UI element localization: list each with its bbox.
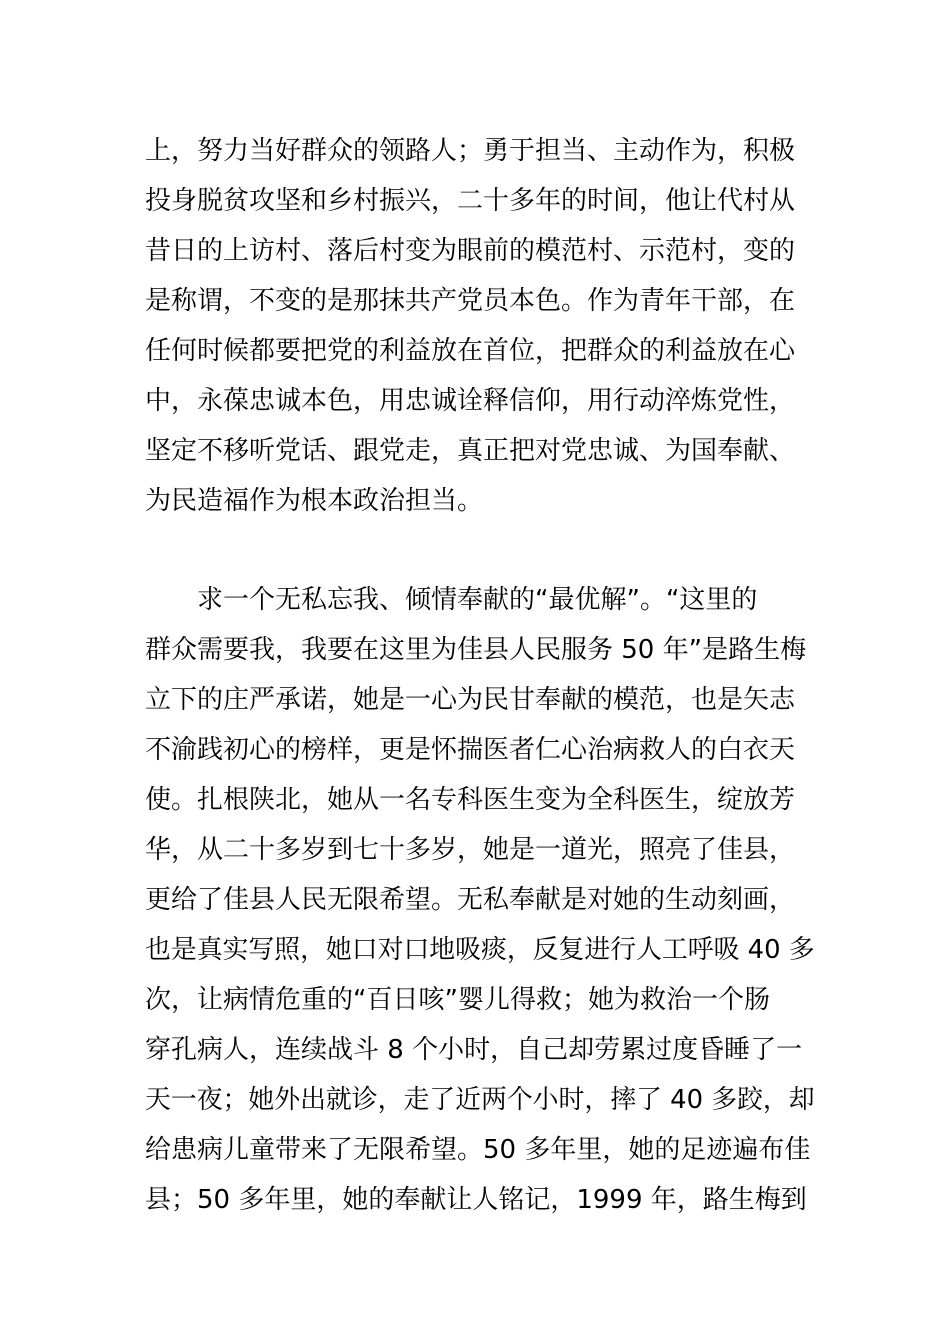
paragraph-2-line-8: 也是真实写照，她口对口地吸痰，反复进行人工呼吸 40 多 [145, 935, 815, 965]
paragraph-1-line-3: 昔日的上访村、落后村变为眼前的模范村、示范村，变的 [145, 236, 796, 266]
paragraph-2-line-5: 使。扎根陕北，她从一名专科医生变为全科医生，绽放芳 [145, 785, 796, 815]
paragraph-1-line-8: 为民造福作为根本政治担当。 [145, 486, 484, 516]
paragraph-2-line-2: 群众需要我，我要在这里为佳县人民服务 50 年”是路生梅 [145, 635, 807, 665]
paragraph-2-line-11: 天一夜；她外出就诊，走了近两个小时，摔了 40 多跤，却 [145, 1085, 815, 1115]
paragraph-2-line-9: 次，让病情危重的“百日咳”婴儿得救；她为救治一个肠 [145, 985, 770, 1015]
paragraph-2-line-1: 求一个无私忘我、倾情奉献的“最优解”。“这里的 [197, 585, 758, 615]
paragraph-1-line-5: 任何时候都要把党的利益放在首位，把群众的利益放在心 [145, 336, 796, 366]
paragraph-2-line-4: 不渝践初心的榜样，更是怀揣医者仁心治病救人的白衣天 [145, 735, 796, 765]
paragraph-1-line-2: 投身脱贫攻坚和乡村振兴，二十多年的时间，他让代村从 [145, 186, 796, 216]
paragraph-1-line-7: 坚定不移听党话、跟党走，真正把对党忠诚、为国奉献、 [145, 436, 796, 466]
paragraph-2-line-10: 穿孔病人，连续战斗 8 个小时，自己却劳累过度昏睡了一 [145, 1035, 803, 1065]
paragraph-2-line-3: 立下的庄严承诺，她是一心为民甘奉献的模范，也是矢志 [145, 685, 796, 715]
paragraph-1-line-1: 上，努力当好群众的领路人；勇于担当、主动作为，积极 [145, 136, 796, 166]
paragraph-2-line-7: 更给了佳县人民无限希望。无私奉献是对她的生动刻画， [145, 885, 796, 915]
paragraph-2-line-13: 县；50 多年里，她的奉献让人铭记，1999 年，路生梅到 [145, 1185, 807, 1215]
paragraph-2-line-12: 给患病儿童带来了无限希望。50 多年里，她的足迹遍布佳 [145, 1135, 811, 1165]
paragraph-1-line-4: 是称谓，不变的是那抹共产党员本色。作为青年干部，在 [145, 286, 796, 316]
paragraph-2-line-6: 华，从二十多岁到七十多岁，她是一道光，照亮了佳县， [145, 835, 796, 865]
paragraph-1-line-6: 中，永葆忠诚本色，用忠诚诠释信仰，用行动淬炼党性， [145, 386, 796, 416]
